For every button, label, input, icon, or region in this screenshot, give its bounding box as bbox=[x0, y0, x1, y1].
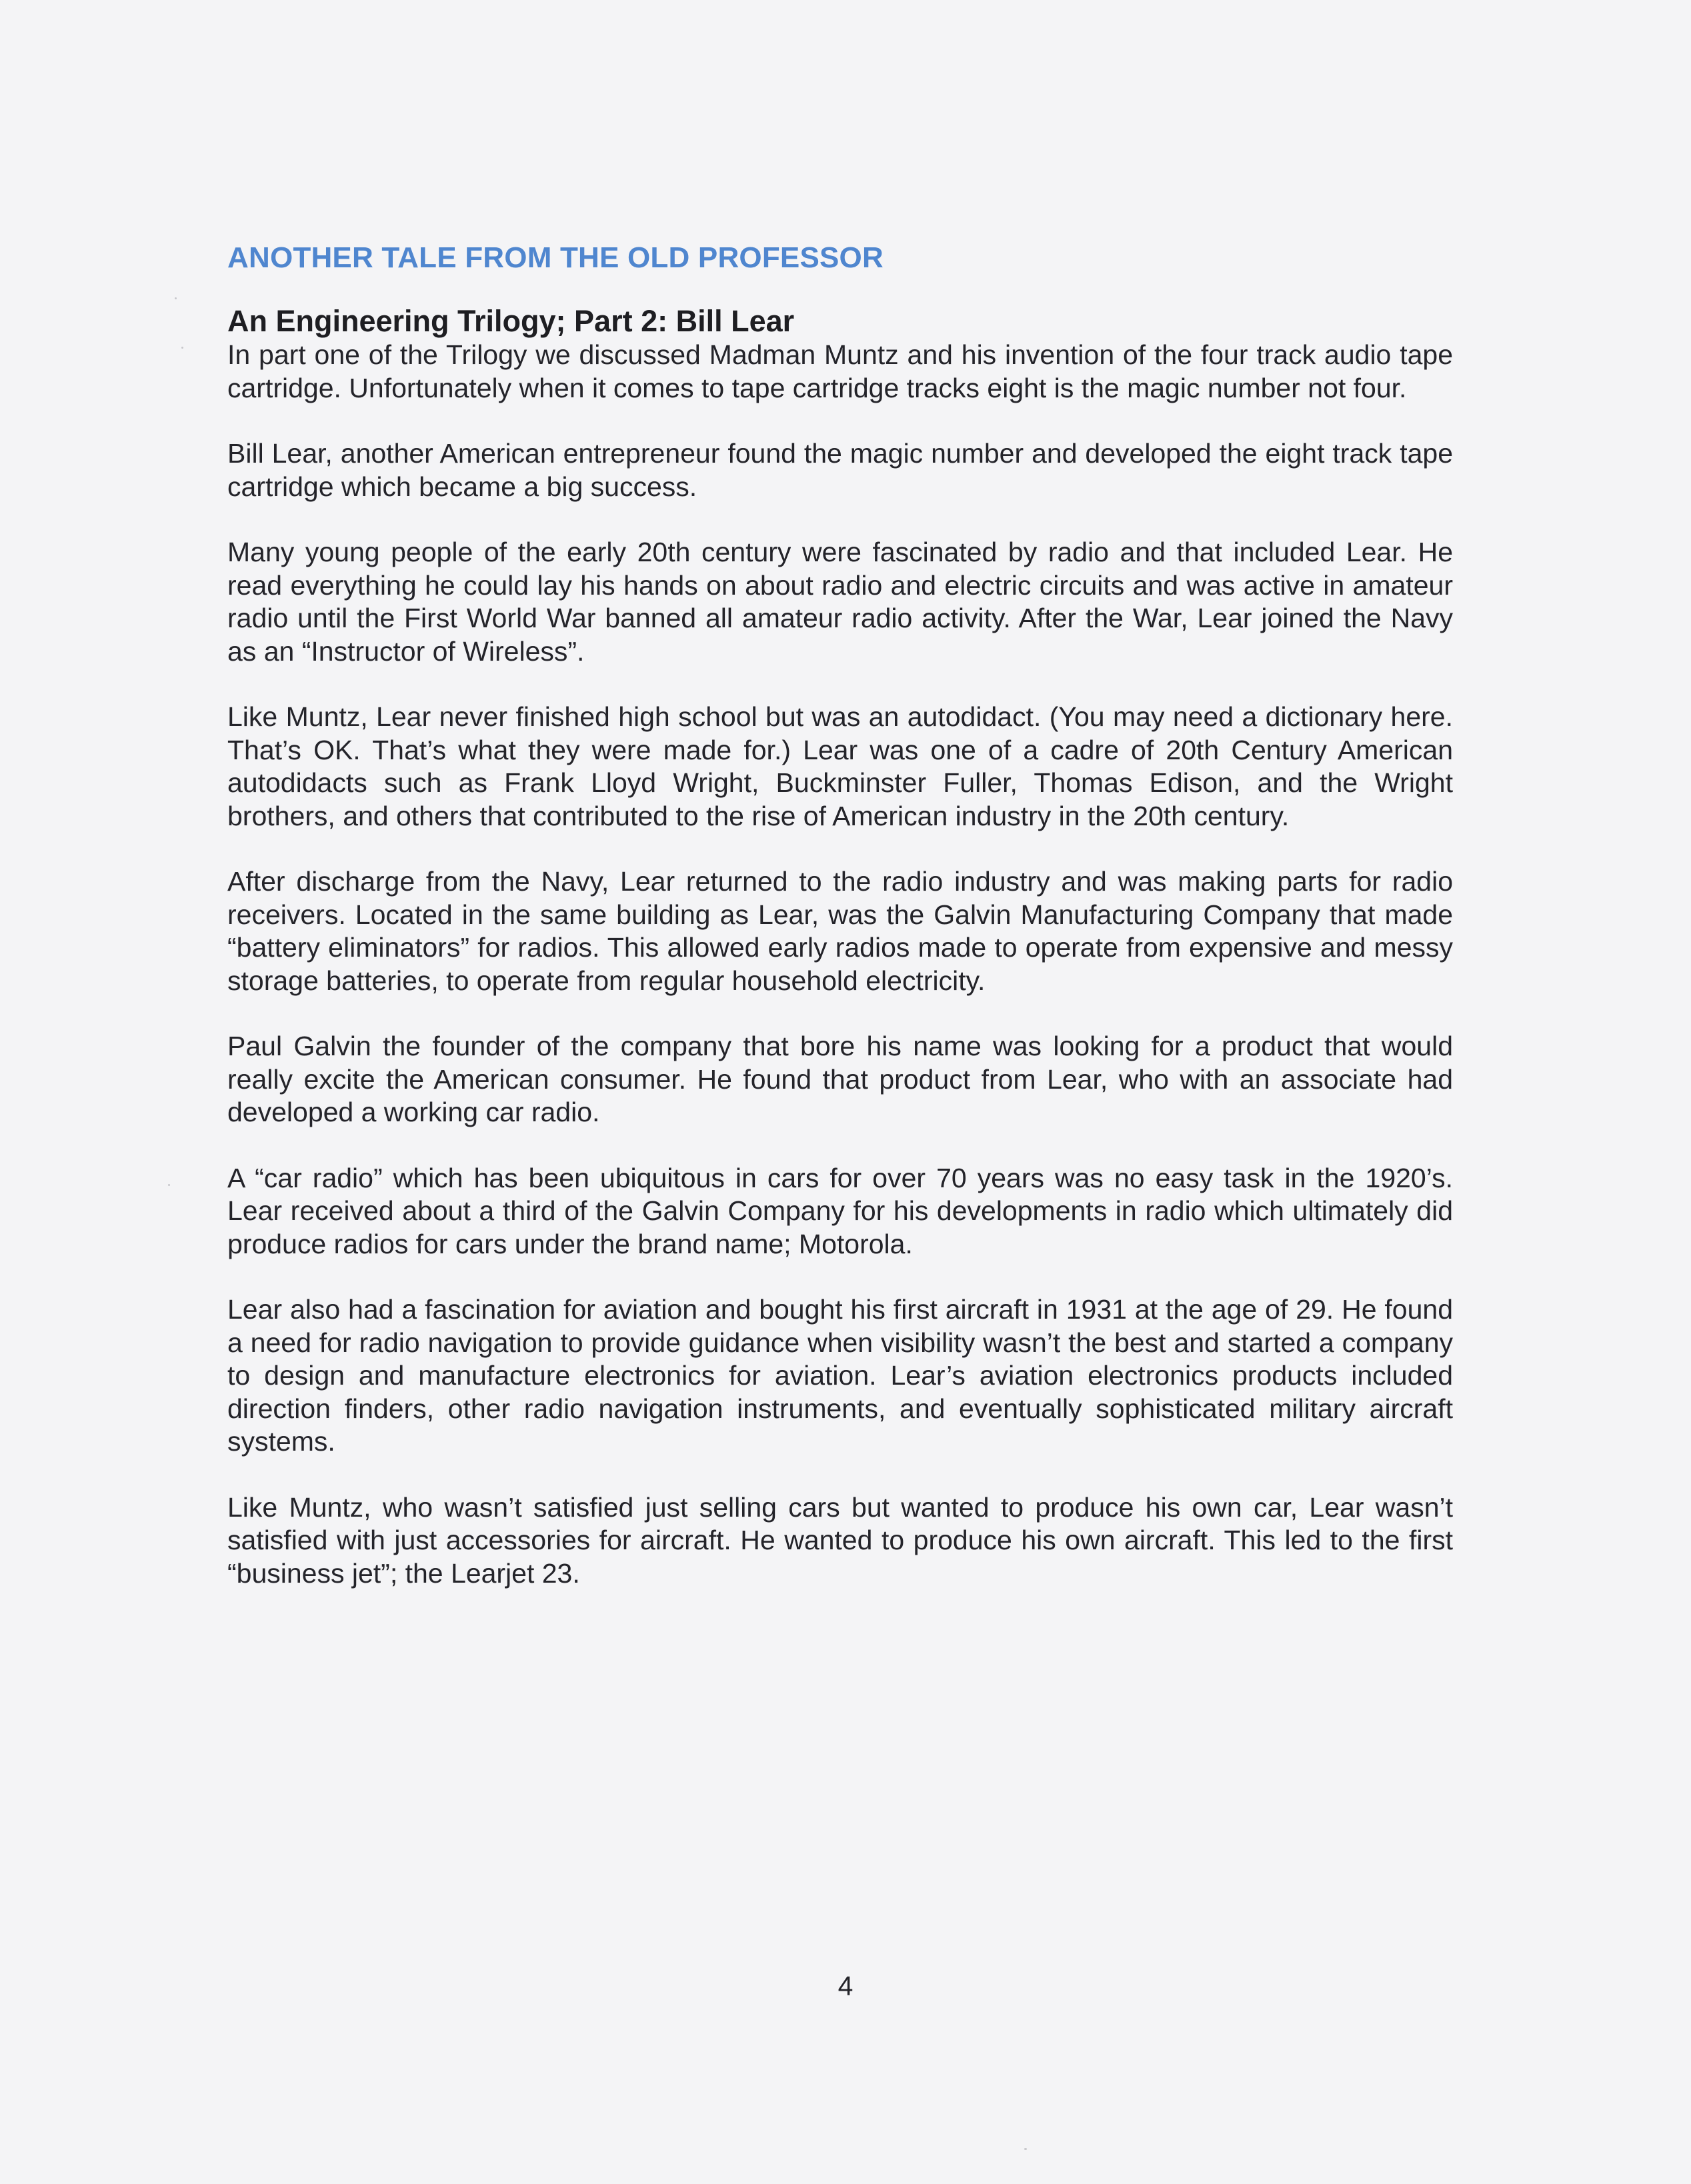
scan-speck bbox=[175, 297, 177, 299]
paragraph-list bbox=[227, 339, 1453, 1590]
article-body bbox=[227, 237, 1453, 1623]
paragraph: Paul Galvin the founder of the company that bore his name was looking for a product that would really excite the American consumer. He found that product from Lear, who with an associate had developed a working car radio. bbox=[227, 1031, 1453, 1127]
paragraph: Many young people of the early 20th century were fascinated by radio and that included Lear. He read everything he could lay his hands on about radio and electric circuits and was active in amateur radio until the First World War banned all amateur radio activity. After the War, Lear joined the Navy as an “Instructor of Wireless”. bbox=[227, 537, 1453, 667]
paragraph: Lear also had a fascination for aviation and bought his first aircraft in 1931 at the age of 29. He found a need for radio navigation to provide guidance when visibility wasn’t the best and started a company to design and manufacture electronics for aviation. Lear’s aviation electronics products included direction finders, other radio navigation instruments, and eventually sophisticated military aircraft systems. bbox=[227, 1294, 1453, 1457]
scan-speck bbox=[181, 347, 183, 349]
article-title: An Engineering Trilogy; Part 2: Bill Lear bbox=[227, 304, 795, 338]
paragraph: After discharge from the Navy, Lear returned to the radio industry and was making parts for radio receivers. Located in the same building as Lear, was the Galvin Manufacturing Company that made “battery eliminators” for radios. This allowed early radios made to operate from expensive and messy storage batteries, to operate from regular household electricity. bbox=[227, 866, 1453, 996]
paragraph: Like Muntz, who wasn’t satisfied just selling cars but wanted to produce his own car, Lear wasn’t satisfied with just accessories for aircraft. He wanted to produce his own aircraft. This led to the first “business jet”; the Learjet 23. bbox=[227, 1491, 1453, 1589]
paragraph: In part one of the Trilogy we discussed Madman Muntz and his invention of the four track audio tape cartridge. Unfortunately when it comes to tape cartridge tracks eight is the magic number not four. bbox=[227, 339, 1453, 403]
section-heading: ANOTHER TALE FROM THE OLD PROFESSOR bbox=[227, 241, 884, 274]
paragraph: A “car radio” which has been ubiquitous in cars for over 70 years was no easy task in the 1920’s. Lear received about a third of the Galvin Company for his developments in radio which ultimately did produce radios for cars under the brand name; Motorola. bbox=[227, 1162, 1453, 1259]
page-number: 4 bbox=[837, 1971, 854, 2001]
paragraph: Like Muntz, Lear never finished high school but was an autodidact. (You may need a dictionary here. That’s OK. That’s what they were made for.) Lear was one of a cadre of 20th Century American autodidacts such as Frank Lloyd Wright, Buckminster Fuller, Thomas Edison, and the Wright brothers, and others that contributed to the rise of American industry in the 20th century. bbox=[227, 701, 1453, 831]
scan-speck bbox=[168, 1184, 170, 1186]
scan-speck bbox=[1024, 2148, 1027, 2150]
paragraph: Bill Lear, another American entrepreneur found the magic number and developed the eight track tape cartridge which became a big success. bbox=[227, 438, 1453, 502]
